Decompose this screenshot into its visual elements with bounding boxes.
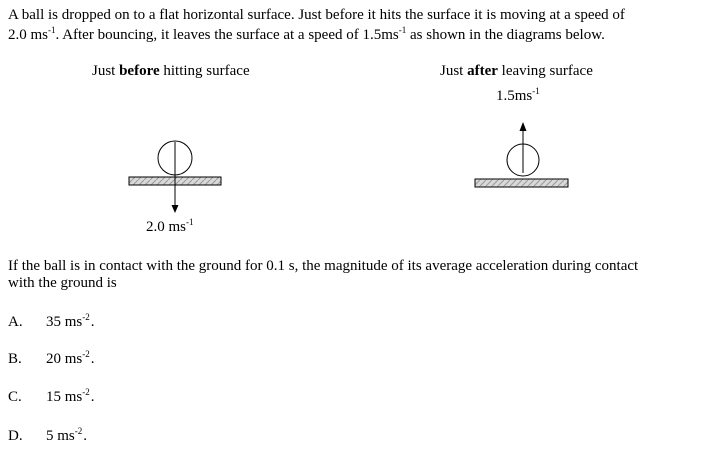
speed-before-text: 2.0 ms bbox=[8, 27, 49, 43]
prompt-line-1: If the ball is in contact with the ground for 0.1 s, the magnitude of its average acceleration during contact bbox=[8, 258, 639, 274]
option-value: 35 $ms^{-2}$. bbox=[46, 312, 95, 330]
option-value: 15 $ms^{-2}$. bbox=[46, 387, 95, 405]
question-line-1: A ball is dropped on to a flat horizontal surface. Just before it hits the surface it is moving at a speed of bbox=[8, 7, 625, 23]
question-line-2-end: as shown in the diagrams below. bbox=[406, 27, 605, 43]
option-value: 20 $ms^{-2}$. bbox=[46, 349, 95, 367]
unit-exponent: -1 bbox=[48, 25, 56, 35]
option-letter: C. bbox=[8, 389, 22, 405]
option-b[interactable] bbox=[8, 349, 95, 368]
surface bbox=[475, 179, 568, 187]
option-letter: A. bbox=[8, 314, 23, 330]
option-a[interactable] bbox=[8, 312, 95, 331]
speed-after-label: $1.5ms^{-1}$ bbox=[496, 86, 540, 104]
question-line-2-middle: . After bouncing, it leaves the surface at a speed of 1.5ms bbox=[55, 27, 399, 43]
option-value: 5 $ms^{-2}$. bbox=[46, 426, 88, 444]
option-letter: D. bbox=[8, 428, 23, 444]
option-letter: B. bbox=[8, 351, 22, 367]
option-c[interactable] bbox=[8, 387, 95, 406]
diagram-after bbox=[475, 122, 568, 187]
caption-before: Just before hitting surface bbox=[92, 63, 250, 79]
caption-after: Just after leaving surface bbox=[440, 63, 593, 79]
arrowhead-up bbox=[520, 122, 527, 131]
option-d[interactable] bbox=[8, 426, 88, 445]
diagram-before bbox=[129, 141, 221, 213]
arrowhead-down bbox=[172, 205, 179, 213]
speed-before-label: 2.0 $ms^{-1}$ bbox=[146, 217, 194, 235]
unit-exponent: -1 bbox=[398, 25, 407, 35]
prompt-line-2: with the ground is bbox=[8, 275, 117, 291]
